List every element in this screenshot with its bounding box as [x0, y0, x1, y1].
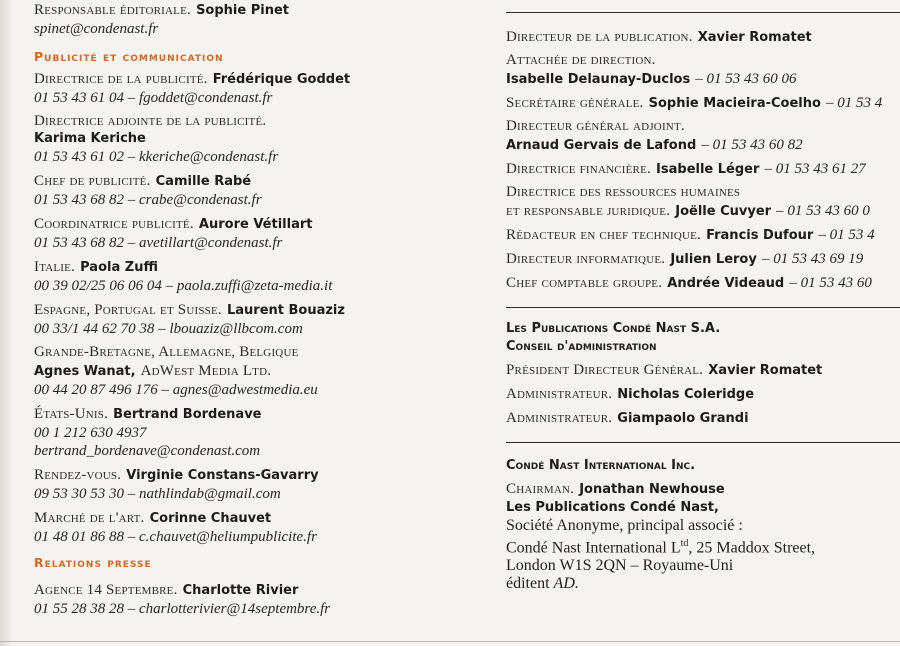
divider-top: [506, 12, 900, 13]
entry-agence: Agence 14 Septembre. Charlotte Rivier 01 55 28 38 28 – charlotterivier@14septembre.fr: [34, 582, 331, 617]
entry-directrice-adjointe: Directrice adjointe de la publicité. Karima Keriche 01 53 43 61 02 – kkeriche@condenast.fr: [34, 113, 279, 165]
entry-etats-unis: États-Unis. Bertrand Bordenave 00 1 212 630 4937 bertrand_bordenave@condenast.com: [34, 406, 262, 459]
entry-dga: Directeur général adjoint. Arnaud Gervais de Lafond – 01 53 43 60 82: [506, 118, 803, 153]
heading-cni: Condé Nast International Inc.: [506, 458, 696, 473]
left-column: [34, 0, 464, 618]
entry-drh: Directrice des ressources humaines et responsable juridique. Joëlle Cuvyer – 01 53 43 60 0: [506, 184, 870, 219]
heading-conseil: Conseil d'administration: [506, 339, 657, 354]
entry-grande-bretagne: Grande-Bretagne, Allemagne, Belgique Agnes Wanat, AdWest Media Ltd. 00 44 20 87 496 176 – agnes@adwestmedia.eu: [34, 344, 318, 398]
entry-attachee: Attachée de direction. Isabelle Delaunay-Duclos – 01 53 43 60 06: [506, 52, 797, 87]
section-heading-relations-presse: Relations presse: [34, 555, 152, 570]
entry-italie: Italie. Paola Zuffi 00 39 02/25 06 06 04 – paola.zuffi@zeta-media.it: [34, 259, 333, 294]
entry-responsable-editoriale: Responsable éditoriale. Sophie Pinet spinet@condenast.fr: [34, 2, 289, 37]
entry-rendez-vous: Rendez-vous. Virginie Constans-Gavarry 09 53 30 53 30 – nathlindab@gmail.com: [34, 467, 319, 502]
entry-marche-art: Marché de l'art. Corinne Chauvet 01 48 01 86 88 – c.chauvet@heliumpublicite.fr: [34, 510, 317, 545]
entry-espagne: Espagne, Portugal et Suisse. Laurent Bouaziz 00 33/1 44 62 70 38 – lbouaziz@llbcom.com: [34, 302, 345, 337]
entry-secretaire-generale: Secrétaire générale. Sophie Macieira-Coelho – 01 53 4: [506, 95, 883, 111]
entry-chef-comptable: Chef comptable groupe. Andrée Videaud – 01 53 43 60: [506, 275, 872, 291]
block-conde-nast-international: Condé Nast International Inc. Chairman. Jonathan Newhouse Les Publications Condé Nast, Société Anonyme, principal associé : Condé Nast International $L^{td}$, 25 Maddox Street, London W1S 2QN – Royaume-Uni éditent AD.: [506, 457, 900, 593]
entry-directrice-publicite: Directrice de la publicité. Frédérique Goddet 01 53 43 61 04 – fgoddet@condenast.fr: [34, 71, 351, 106]
entry-chef-publicite: Chef de publicité. Camille Rabé 01 53 43 68 82 – crabe@condenast.fr: [34, 173, 262, 208]
entry-directeur-informatique: Directeur informatique. Julien Leroy – 01 53 43 69 19: [506, 251, 864, 267]
entry-redacteur-technique: Rédacteur en chef technique. Francis Dufour – 01 53 4: [506, 227, 875, 243]
divider-middle: [506, 307, 900, 308]
block-publications-sa: Les Publications Condé Nast S.A. Conseil d'administration Président Directeur Général. Xavier Romatet Administrateur. Nicholas Coleridge Administrateur. Giampaolo Grandi: [506, 320, 900, 428]
heading-publications-sa: Les Publications Condé Nast S.A.: [506, 321, 721, 336]
page-bottom-edge: [0, 641, 900, 642]
entry-directeur-publication: Directeur de la publication. Xavier Romatet: [506, 29, 812, 45]
section-heading-publicite: Publicité et communication: [34, 49, 224, 64]
right-column: [506, 0, 900, 593]
page-gutter-shadow: [0, 0, 14, 646]
entry-coordinatrice: Coordinatrice publicité. Aurore Vétillart 01 53 43 68 82 – avetillart@condenast.fr: [34, 216, 313, 251]
entry-directrice-financiere: Directrice financière. Isabelle Léger – 01 53 43 61 27: [506, 161, 866, 177]
divider-lower: [506, 442, 900, 443]
